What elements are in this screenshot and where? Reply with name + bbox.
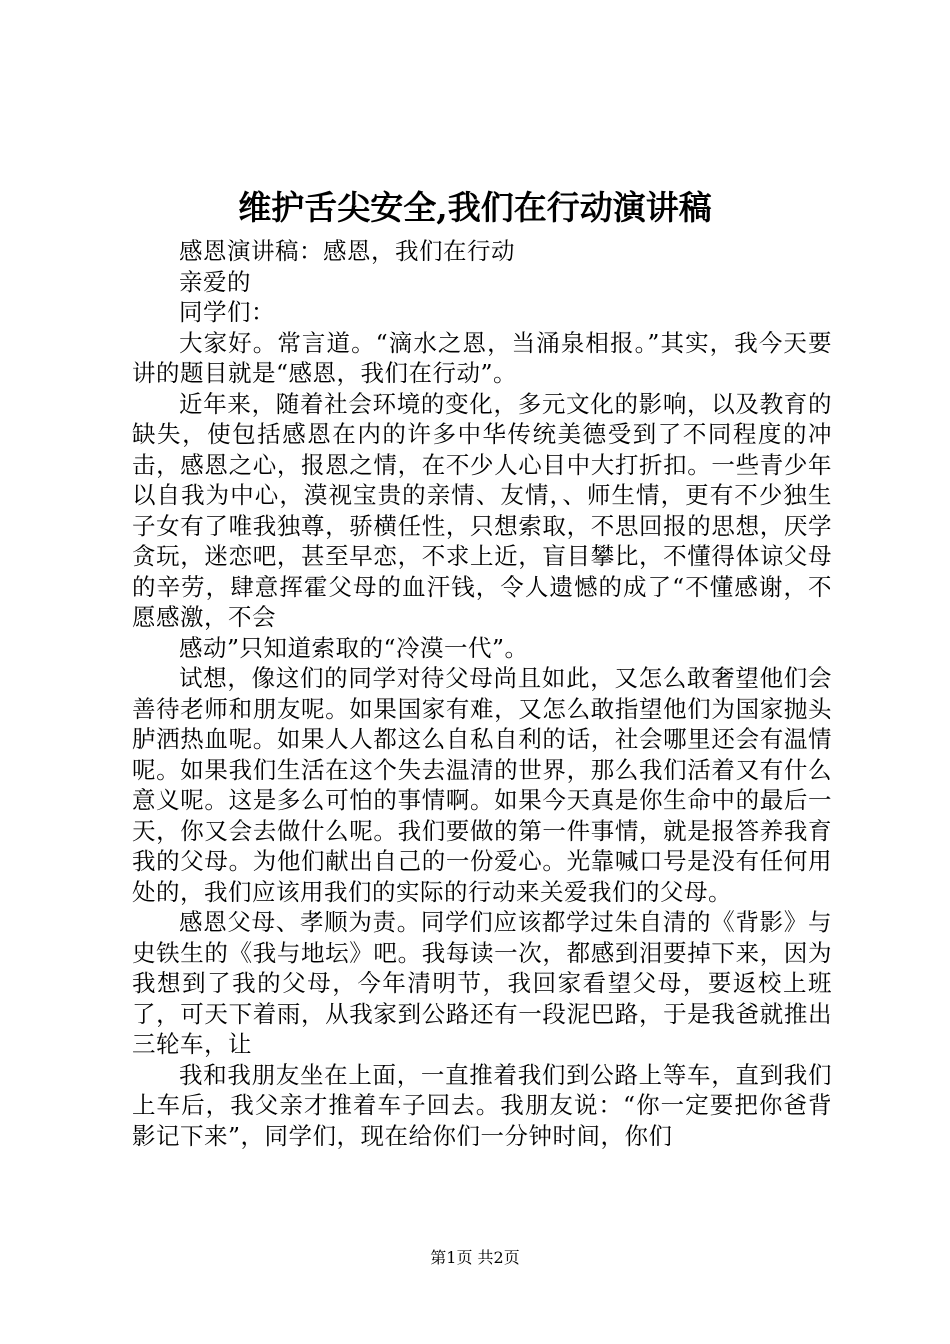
paragraph: 感恩父母、孝顺为责。同学们应该都学过朱自清的《背影》与史铁生的《我与地坛》吧。我每读一次，都感到泪要掉下来，因为我想到了我的父母，今年清明节，我回家看望父母，要返校上班了，可天下着雨，从我家到公路还有一段泥巴路，于是我爸就推出三轮车，让 (132, 908, 832, 1058)
paragraph: 我和我朋友坐在上面，一直推着我们到公路上等车，直到我们上车后，我父亲才推着车子回去。我朋友说：“你一定要把你爸背影记下来”，同学们，现在给你们一分钟时间，你们 (132, 1060, 832, 1150)
paragraph: 大家好。常言道。“滴水之恩，当涌泉相报。”其实，我今天要讲的题目就是“感恩，我们在行动”。 (132, 328, 832, 387)
paragraph: 近年来，随着社会环境的变化，多元文化的影响，以及教育的缺失，使包括感恩在内的许多中华传统美德受到了不同程度的冲击，感恩之心，报恩之情，在不少人心目中大打折扣。一些青少年以自我为中心，漠视宝贵的亲情、友情，、师生情，更有不少独生子女有了唯我独尊，骄横任性，只想索取，不思回报的思想，厌学贪玩，迷恋吧，甚至早恋，不求上近，盲目攀比，不懂得体谅父母的辛劳，肆意挥霍父母的血汗钱，令人遗憾的成了“不懂感谢，不愿感激，不会 (132, 389, 832, 631)
paragraph: 亲爱的 (179, 267, 251, 296)
document-body (132, 236, 832, 1151)
page-footer: 第1页 共2页 (430, 1248, 520, 1267)
paragraph: 感恩演讲稿：感恩，我们在行动 (179, 237, 515, 265)
paragraph: 感动”只知道索取的“冷漠一代”。 (179, 633, 529, 662)
document-title: 维护舌尖安全,我们在行动演讲稿 (238, 188, 712, 227)
paragraph: 试想，像这们的同学对待父母尚且如此，又怎么敢奢望他们会善待老师和朋友呢。如果国家有难，又怎么敢指望他们为国家抛头胪洒热血呢。如果人人都这么自私自利的话，社会哪里还会有温情呢。如果我们生活在这个失去温清的世界，那么我们活着又有什么意义呢。这是多么可怕的事情啊。如果今天真是你生命中的最后一天，你又会去做什么呢。我们要做的第一件事情，就是报答养我育我的父母。为他们献出自己的一份爱心。光靠喊口号是没有任何用处的，我们应该用我们的实际的行动来关爱我们的父母。 (132, 664, 832, 906)
paragraph: 同学们： (179, 298, 275, 326)
